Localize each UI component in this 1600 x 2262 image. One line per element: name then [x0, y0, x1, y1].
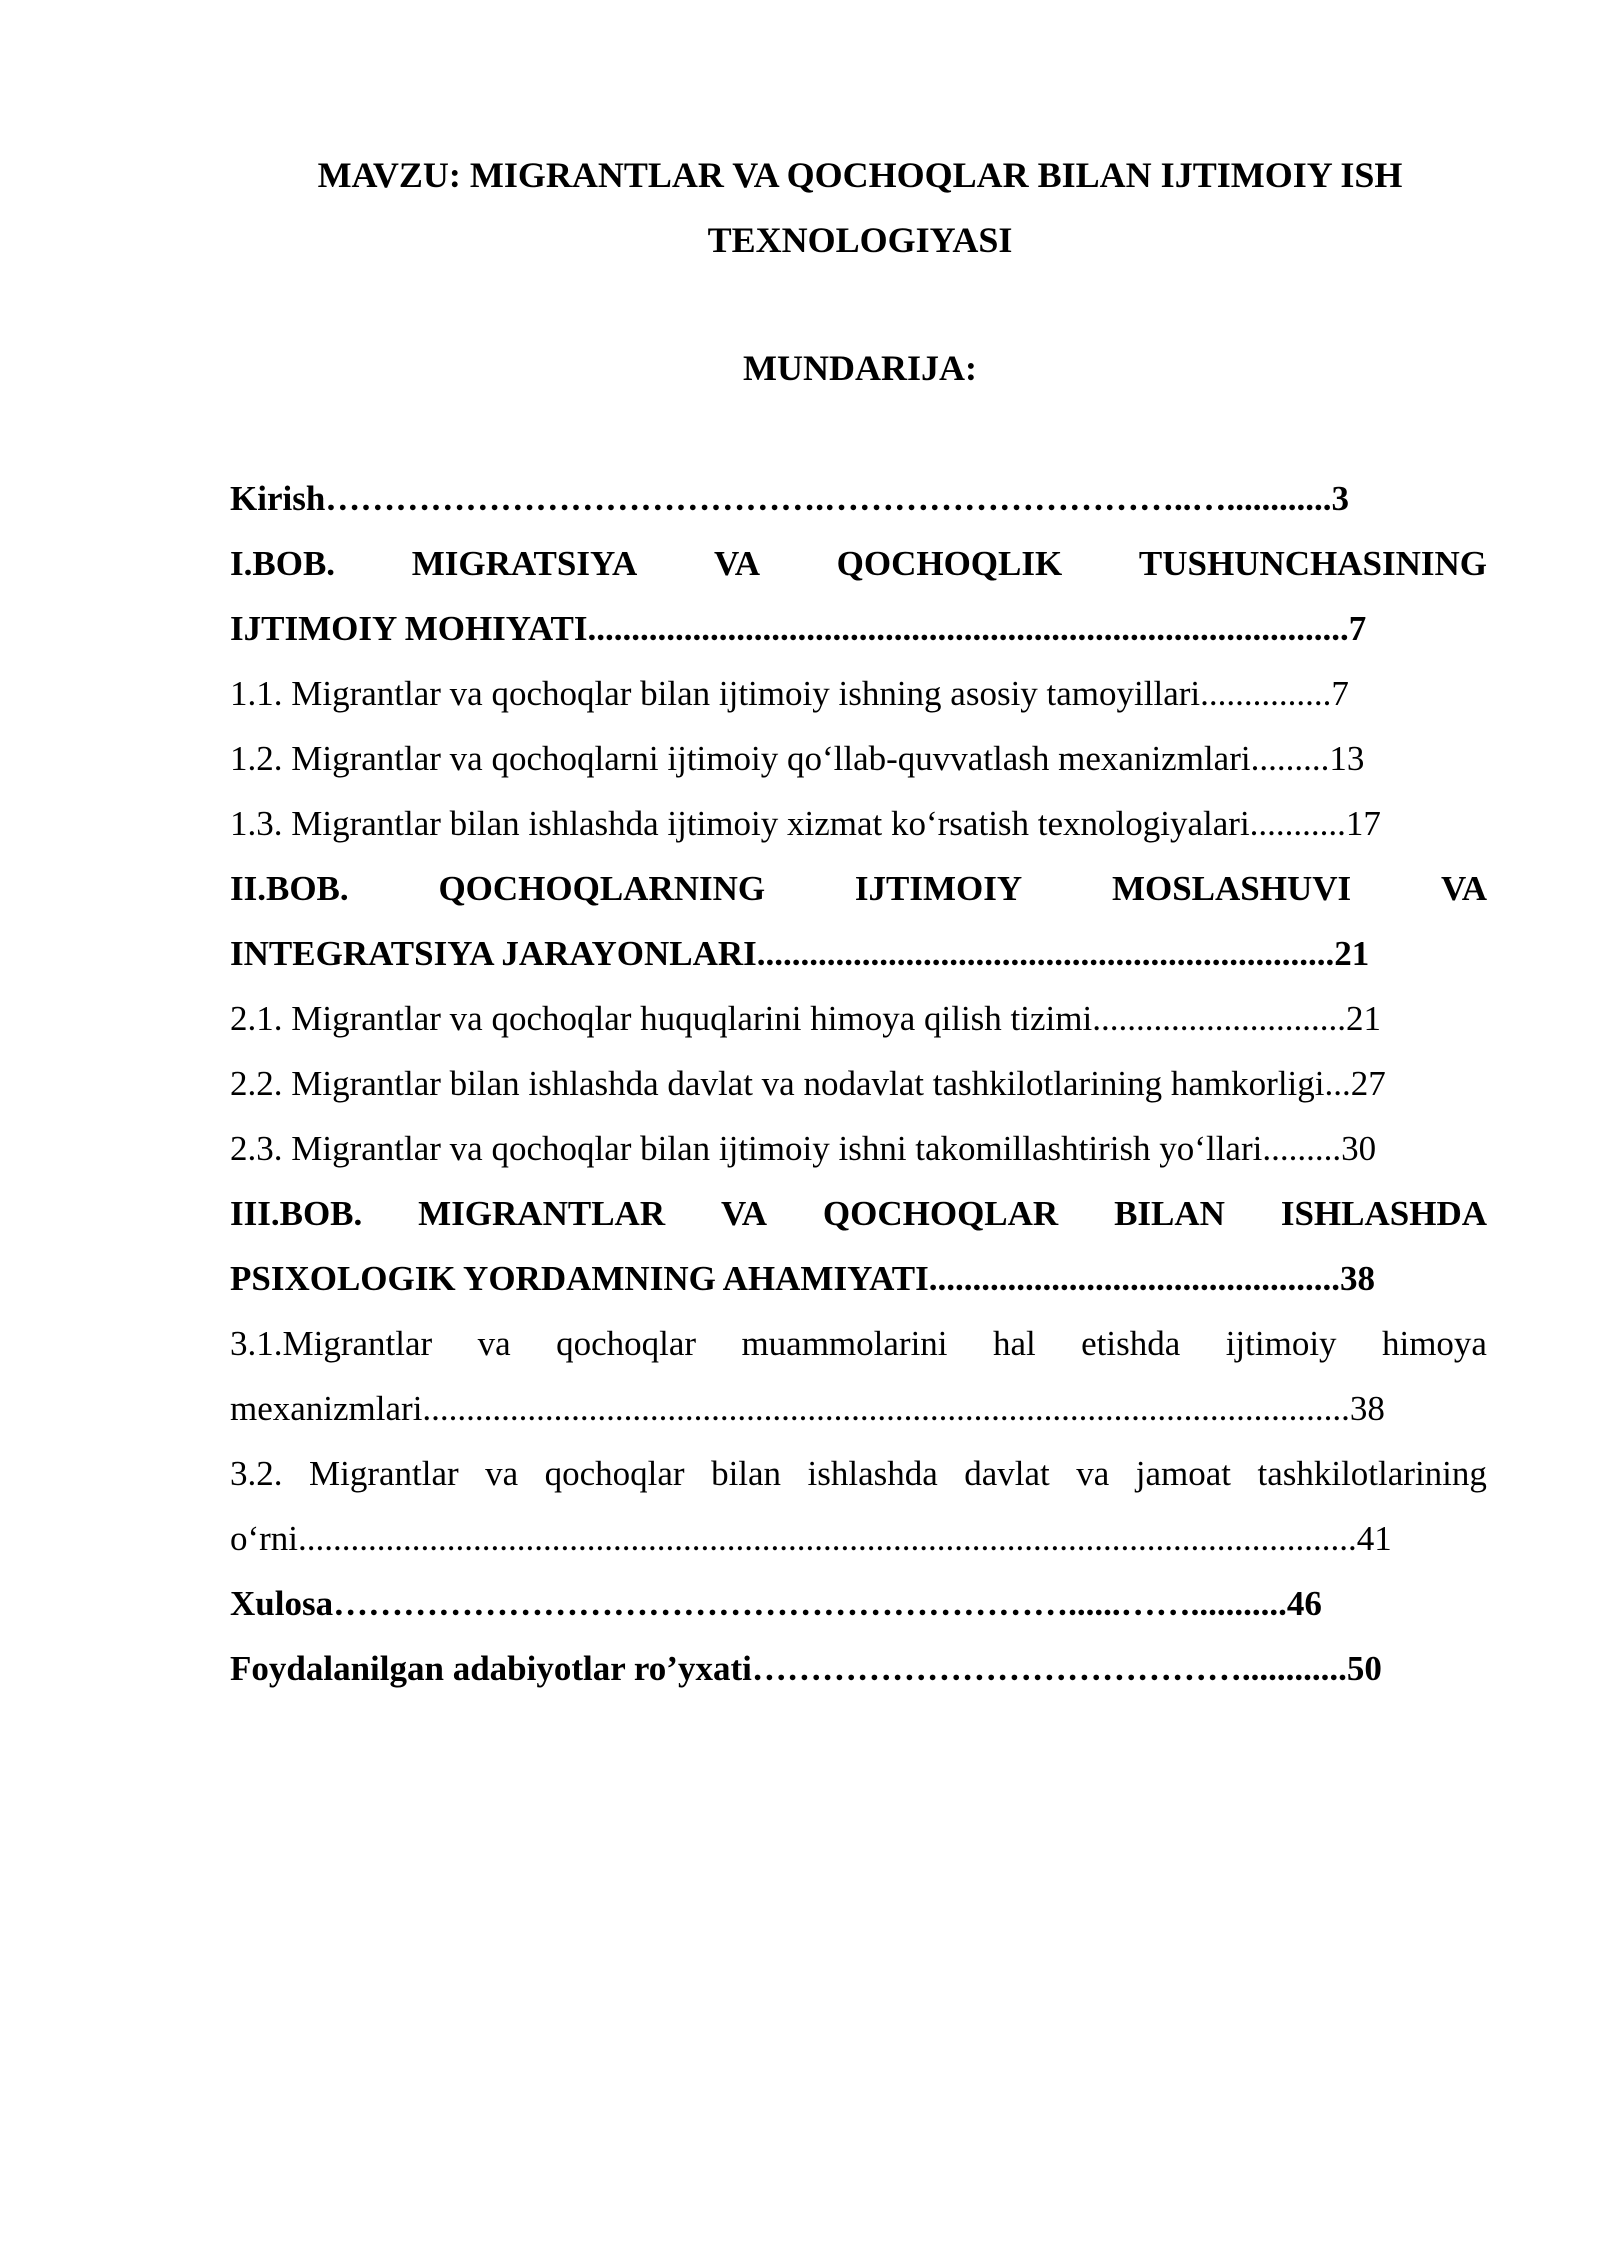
toc-word: Migrantlar	[308, 1454, 459, 1493]
toc-entry-chapter-2-cont: INTEGRATSIYA JARAYONLARI..................................................................21	[230, 934, 1370, 973]
toc-word: QOCHOQLIK	[836, 544, 1063, 583]
toc-entry-section-1-1: 1.1. Migrantlar va qochoqlar bilan ijtimoiy ishning asosiy tamoyillari...............7	[230, 674, 1349, 713]
toc-entry-section-2-3: 2.3. Migrantlar va qochoqlar bilan ijtimoiy ishni takomillashtirish yo‘llari.........30	[230, 1129, 1377, 1168]
toc-entry-chapter-3	[230, 1189, 1487, 1239]
toc-word: va	[1076, 1454, 1110, 1493]
toc-word: davlat	[964, 1454, 1050, 1493]
toc-word: himoya	[1381, 1324, 1487, 1363]
toc-word: ISHLASHDA	[1280, 1194, 1487, 1233]
toc-entry-section-3-1	[230, 1319, 1487, 1369]
toc-word: hal	[992, 1324, 1036, 1363]
toc-word: qochoqlar	[556, 1324, 697, 1363]
toc-word: ijtimoiy	[1225, 1324, 1337, 1363]
toc-entry-chapter-1-cont: IJTIMOIY MOHIYATI.......................................................................................7	[230, 609, 1367, 648]
toc-word: VA	[713, 544, 760, 583]
toc-entry-chapter-3-cont: PSIXOLOGIK YORDAMNING AHAMIYATI...............................................38	[230, 1259, 1376, 1298]
toc-entry-section-3-2-cont: o‘rni.........................................................................................................................41	[230, 1519, 1392, 1558]
toc-entry-section-2-2: 2.2. Migrantlar bilan ishlashda davlat va nodavlat tashkilotlarining hamkorligi...27	[230, 1064, 1386, 1103]
toc-entry-conclusion: Xulosa………………………………………………………......……...........46	[230, 1584, 1322, 1623]
toc-word: jamoat	[1135, 1454, 1232, 1493]
toc-word: QOCHOQLARNING	[438, 869, 766, 908]
toc-entry-intro: Kirish…………………………………….…………………………..…............3	[230, 479, 1350, 518]
toc-entry-section-1-2: 1.2. Migrantlar va qochoqlarni ijtimoiy qo‘llab-quvvatlash mexanizmlari.........13	[230, 739, 1365, 778]
contents-heading: MUNDARIJA:	[743, 348, 977, 388]
toc-word: II.BOB.	[230, 869, 349, 908]
toc-word: TUSHUNCHASINING	[1138, 544, 1487, 583]
toc-word: BILAN	[1114, 1194, 1225, 1233]
toc-entry-section-3-2	[230, 1449, 1487, 1499]
toc-word: MOSLASHUVI	[1111, 869, 1352, 908]
toc-entry-chapter-2	[230, 864, 1487, 914]
theme-title-line-2: TEXNOLOGIYASI	[707, 220, 1013, 260]
toc-word: IJTIMOIY	[854, 869, 1023, 908]
toc-word: qochoqlar	[544, 1454, 685, 1493]
toc-word: 3.2.	[230, 1454, 283, 1493]
toc-word: va	[477, 1324, 511, 1363]
toc-entry-section-3-1-cont: mexanizmlari..........................................................................................................38	[230, 1389, 1385, 1428]
toc-word: va	[485, 1454, 519, 1493]
toc-word: III.BOB.	[230, 1194, 363, 1233]
toc-word: etishda	[1081, 1324, 1181, 1363]
toc-word: I.BOB.	[230, 544, 336, 583]
toc-word: bilan	[711, 1454, 782, 1493]
toc-word: 3.1.Migrantlar	[230, 1324, 433, 1363]
toc-word: tashkilotlarining	[1257, 1454, 1487, 1493]
toc-word: QOCHOQLAR	[822, 1194, 1059, 1233]
toc-word: MIGRATSIYA	[411, 544, 638, 583]
toc-entry-section-1-3: 1.3. Migrantlar bilan ishlashda ijtimoiy xizmat ko‘rsatish texnologiyalari...........17	[230, 804, 1381, 843]
toc-entry-section-2-1: 2.1. Migrantlar va qochoqlar huquqlarini himoya qilish tizimi.............................21	[230, 999, 1381, 1038]
toc-entry-chapter-1	[230, 539, 1487, 589]
toc-entry-references: Foydalanilgan adabiyotlar ro’yxati……………………………………............50	[230, 1649, 1382, 1688]
toc-word: VA	[1440, 869, 1487, 908]
theme-title-line-1: MAVZU: MIGRANTLAR VA QOCHOQLAR BILAN IJTIMOIY ISH	[317, 155, 1403, 195]
toc-word: VA	[720, 1194, 768, 1233]
toc-word: muammolarini	[741, 1324, 948, 1363]
toc-word: ishlashda	[807, 1454, 938, 1493]
toc-word: MIGRANTLAR	[418, 1194, 666, 1233]
